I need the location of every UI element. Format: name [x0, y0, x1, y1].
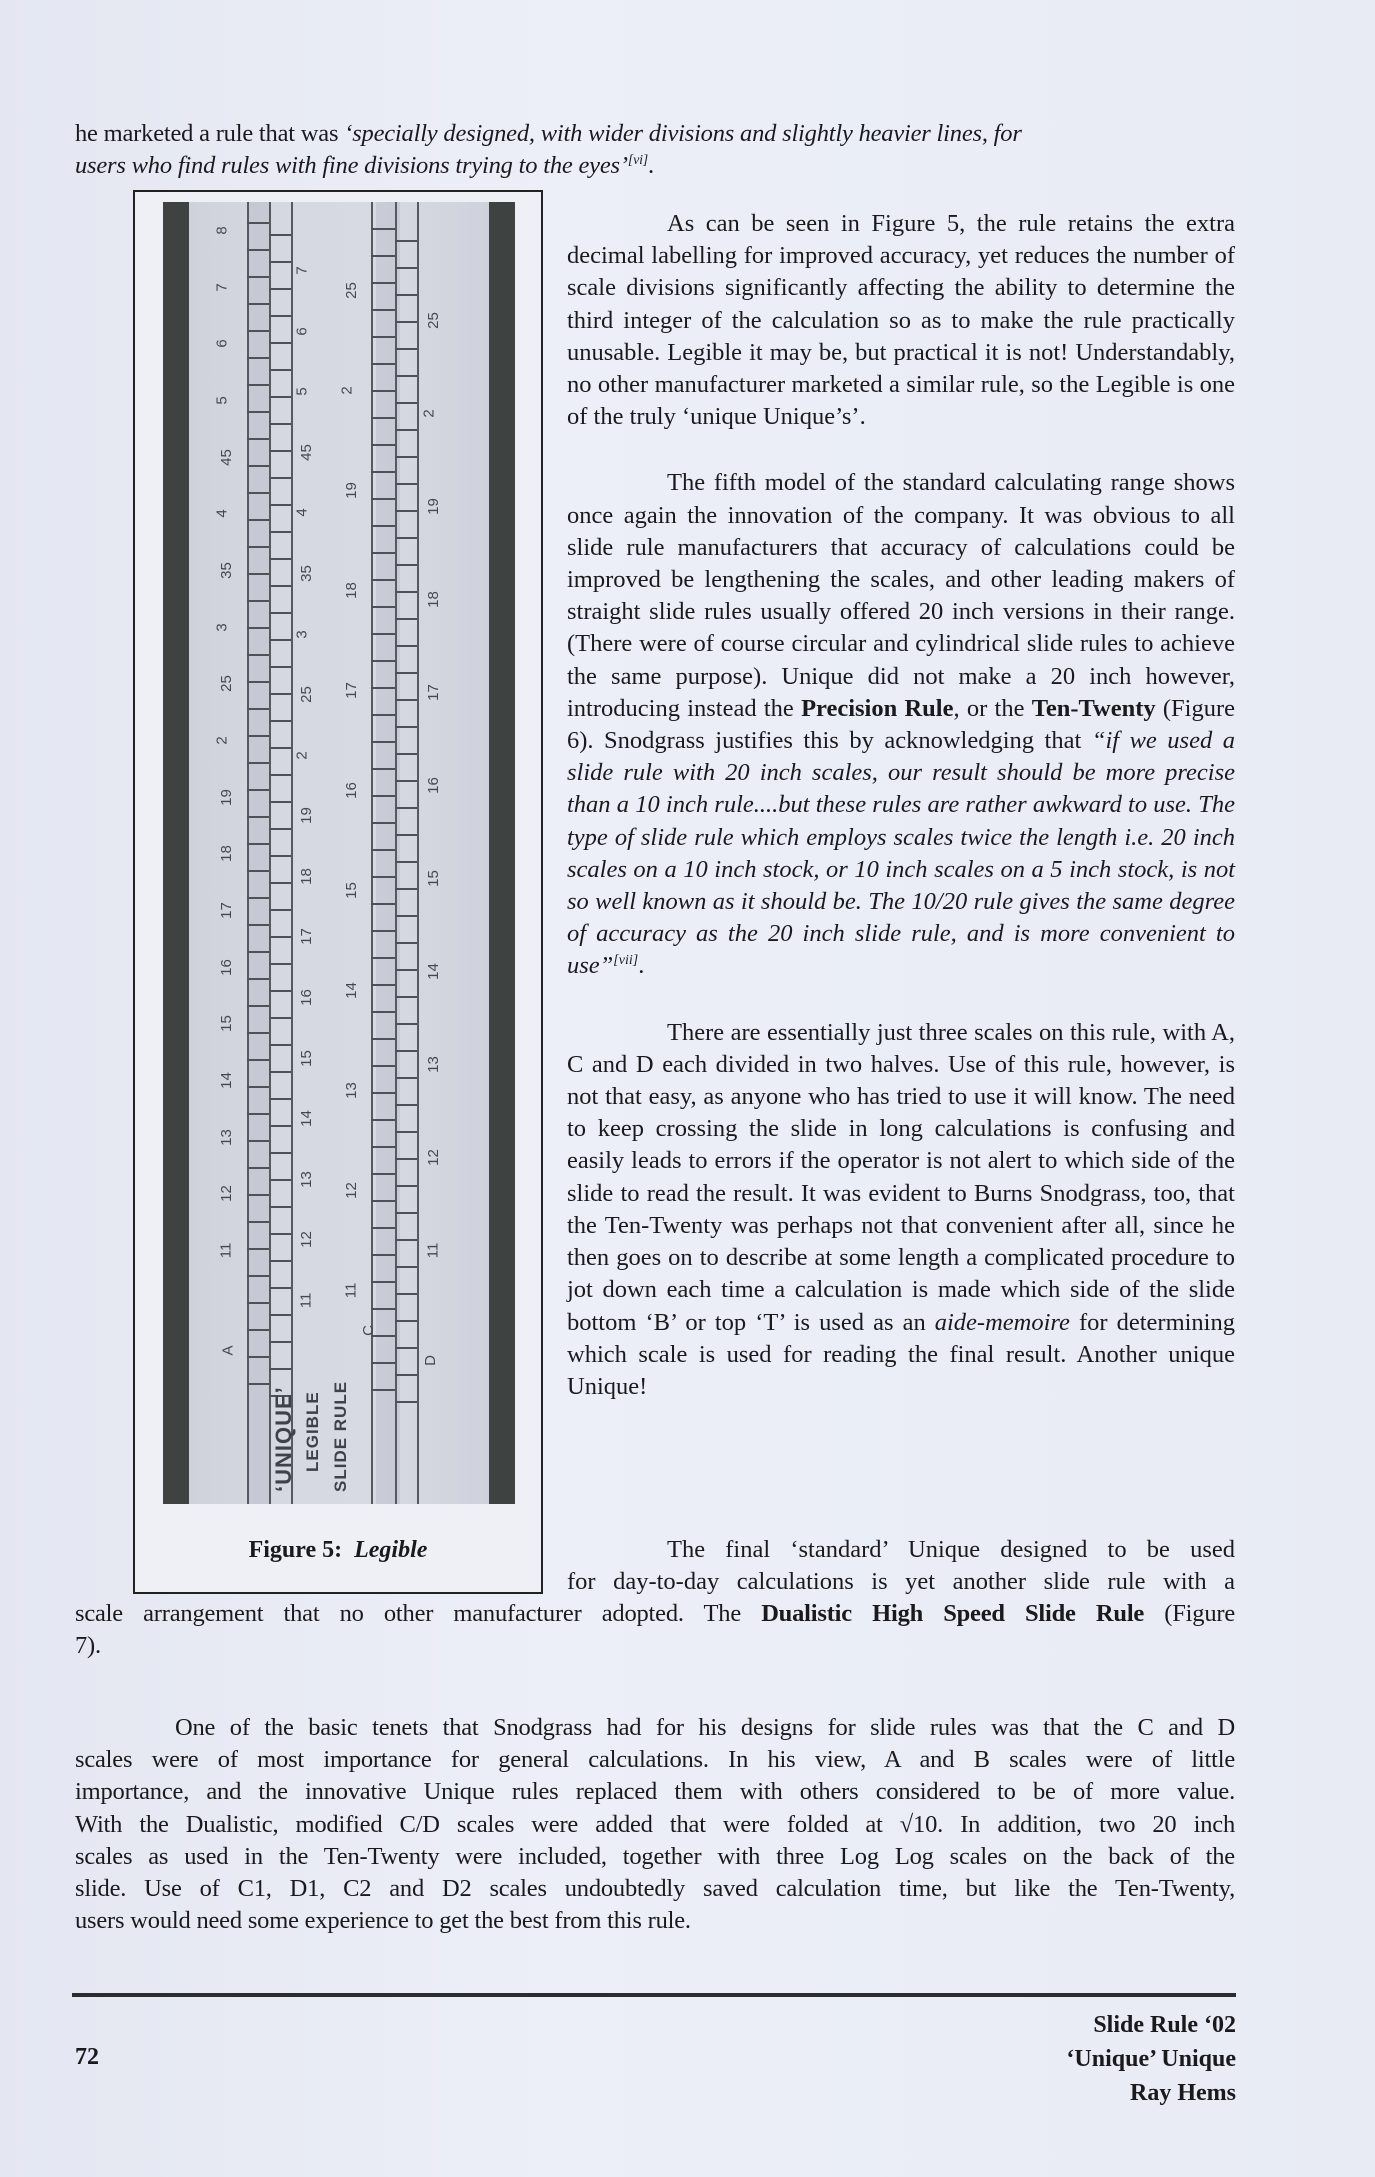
upper-tick	[247, 897, 269, 899]
dualistic-text-b: (Figure	[1144, 1600, 1235, 1627]
ten-twenty-text-c: (Figure 6). Snodgrass justifies this by acknowledging that	[567, 694, 1236, 755]
d-tick	[395, 726, 417, 728]
intro-paragraph	[75, 118, 1235, 182]
d-tick	[395, 807, 417, 809]
slide-tick	[269, 1314, 291, 1316]
slide-top-label: 17	[297, 928, 315, 946]
slide-bottom-label: 11	[342, 1282, 360, 1299]
upper-scale-label: 11	[217, 1242, 235, 1259]
d-tick	[395, 1347, 417, 1349]
slide-top-label: 3	[293, 629, 311, 639]
slide-bottom-label: 12	[342, 1182, 360, 1199]
slide-bottom-label: 17	[342, 682, 360, 699]
upper-tick	[247, 816, 269, 818]
d-tick	[395, 1320, 417, 1322]
lower-tick	[371, 1200, 395, 1202]
upper-tick	[247, 519, 269, 521]
upper-tick	[247, 492, 269, 494]
slide-tick	[269, 288, 291, 290]
dualistic-paragraph-end	[75, 1598, 1235, 1662]
d-tick	[395, 267, 417, 269]
upper-tick	[247, 654, 269, 656]
upper-tick	[247, 1086, 269, 1088]
ten-twenty-term: Ten-Twenty	[1031, 694, 1156, 722]
slide-tick	[269, 342, 291, 344]
slide-tick	[269, 963, 291, 965]
slide-top-edge	[291, 202, 293, 1504]
upper-scale-label: 17	[217, 902, 235, 919]
intro-quote-part-2: users who find rules with fine divisions trying to the eyes	[75, 152, 620, 180]
upper-scale-band	[247, 202, 269, 1504]
d-tick	[395, 915, 417, 917]
slide-tick	[269, 936, 291, 938]
upper-tick	[247, 1302, 269, 1304]
d-tick	[395, 1266, 417, 1268]
slide-tick	[269, 423, 291, 425]
upper-tick	[247, 1167, 269, 1169]
d-tick	[395, 483, 417, 485]
slide-top-label: 14	[297, 1110, 315, 1128]
upper-tick	[247, 546, 269, 548]
slide-bottom-label: 15	[342, 882, 360, 899]
upper-tick	[247, 1059, 269, 1061]
slide-tick	[269, 1125, 291, 1127]
tenets-line: With the Dualistic, modified C/D scales were added that were folded at √10. In addition, two 20 inch	[75, 1810, 1235, 1838]
upper-tick	[247, 843, 269, 845]
lower-tick	[371, 633, 395, 635]
upper-tick	[247, 762, 269, 764]
d-tick	[395, 294, 417, 296]
upper-tick	[247, 384, 269, 386]
dualistic-rule-term: Dualistic High Speed Slide Rule	[761, 1600, 1145, 1627]
slide-top-label: 5	[293, 387, 311, 396]
lower-tick	[371, 417, 395, 419]
d-tick	[395, 321, 417, 323]
slide-tick	[269, 666, 291, 668]
upper-scale-label: 2	[213, 736, 231, 745]
lower-tick	[371, 741, 395, 743]
slide-top-label: 13	[297, 1170, 315, 1188]
lower-tick	[371, 255, 395, 257]
upper-scale-label: 14	[217, 1072, 235, 1089]
tenets-line: users would need some experience to get the best from this rule.	[75, 1907, 691, 1935]
upper-tick	[247, 735, 269, 737]
d-tick	[395, 456, 417, 458]
slide-bottom-label: 25	[342, 282, 360, 299]
d-tick	[395, 780, 417, 782]
slide-bottom-label: 18	[342, 582, 360, 599]
lower-tick	[371, 795, 395, 797]
right-column-text	[567, 208, 1235, 1403]
d-tick	[395, 564, 417, 566]
slide-rule-photo	[163, 202, 515, 1504]
d-tick	[395, 888, 417, 890]
slide-bottom-label: 16	[342, 782, 360, 799]
three-scales-text-a: There are essentially just three scales on this rule, with A, C and D each divided in two halves. Use of this rule, however, is not that easy, as anyone who has tried to use it will know. The need to keep crossing the slide in long calculations is confusing and easily leads to errors if the operator is not alert to which side of the slide to read the result. It was evident to Burns Snodgrass, too, that the Ten-Twenty was perhaps not that convenient after all, since he then goes on to describe at some length a complicated procedure to jot down each time a calculation is made which side of the slide bottom ‘B’ or top ‘T’ is used as an	[567, 1018, 1235, 1336]
slide-tick	[269, 612, 291, 614]
upper-scale-label: 4	[213, 509, 231, 518]
upper-tick	[247, 249, 269, 251]
slide-bottom-label: 13	[342, 1082, 360, 1099]
lower-tick	[371, 1065, 395, 1067]
slide-tick	[269, 1260, 291, 1262]
lower-scale-label: 13	[424, 1056, 442, 1073]
upper-scale-label: 5	[213, 396, 231, 405]
d-tick	[395, 1185, 417, 1187]
d-tick	[395, 537, 417, 539]
intro-quote-part-1: ‘specially designed, with wider divisions and slightly heavier lines, for	[344, 120, 1022, 147]
ten-twenty-period: .	[638, 952, 645, 980]
slide-tick	[269, 720, 291, 722]
lower-tick	[371, 1308, 395, 1310]
lower-tick	[371, 1227, 395, 1229]
upper-tick	[247, 1194, 269, 1196]
lower-tick	[371, 1092, 395, 1094]
slide-bottom-label: 2	[338, 386, 356, 395]
figure-caption-title: Legible	[354, 1537, 428, 1563]
tenets-line: One of the basic tenets that Snodgrass had for his designs for slide rules was that the C and D	[175, 1714, 1235, 1741]
rule-type-label: SLIDE RULE	[331, 1380, 350, 1492]
slide-tick	[269, 234, 291, 236]
lower-tick	[371, 552, 395, 554]
d-tick	[395, 1239, 417, 1241]
d-tick	[395, 645, 417, 647]
upper-scale-label: 16	[217, 958, 235, 976]
d-tick	[395, 1077, 417, 1079]
footnote-ref-vi[interactable]: [vi]	[627, 153, 649, 169]
slide-tick	[269, 1179, 291, 1181]
footnote-ref-vii[interactable]: [vii]	[613, 953, 639, 969]
lower-tick	[371, 444, 395, 446]
d-tick	[395, 1401, 417, 1403]
footer-author: Ray Hems	[1130, 2080, 1236, 2106]
upper-scale-label: 12	[217, 1185, 235, 1203]
lower-tick	[371, 930, 395, 932]
upper-scale-label: 45	[217, 448, 235, 466]
upper-scale-label: 19	[217, 788, 235, 806]
rule-brand-label: ‘UNIQUE’	[271, 1386, 296, 1492]
upper-tick	[247, 1005, 269, 1007]
d-scale-line	[417, 202, 419, 1504]
slide-tick	[269, 747, 291, 749]
lower-tick	[371, 903, 395, 905]
slide-tick	[269, 585, 291, 587]
slide-tick	[269, 450, 291, 452]
d-tick	[395, 942, 417, 944]
upper-tick	[247, 465, 269, 467]
upper-tick	[247, 870, 269, 872]
tenets-line: scales were of most importance for general calculations. In his view, A and B scales were of little	[75, 1746, 1235, 1774]
d-tick	[395, 1374, 417, 1376]
d-tick	[395, 1023, 417, 1025]
upper-tick	[247, 1221, 269, 1223]
upper-tick	[247, 222, 269, 224]
slide-tick	[269, 1287, 291, 1289]
lower-tick	[371, 1038, 395, 1040]
tenets-line: slide. Use of C1, D1, C2 and D2 scales undoubtedly saved calculation time, but like the Ten-Twenty,	[75, 1875, 1235, 1903]
slide-tick	[269, 801, 291, 803]
slide-bottom-label: 14	[342, 982, 360, 999]
upper-tick	[247, 438, 269, 440]
figure-caption-label: Figure 5:	[248, 1537, 343, 1563]
slide-tick	[269, 909, 291, 911]
slide-top-label: 18	[297, 868, 315, 885]
upper-scale-label: 15	[217, 1015, 235, 1033]
dualistic-paragraph-start	[567, 1534, 1235, 1598]
lower-scale-label: 18	[424, 591, 442, 608]
lower-tick	[371, 309, 395, 311]
d-tick	[395, 510, 417, 512]
ten-twenty-text-a: The fifth model of the standard calculating range shows once again the innovation of the company. It was obvious to all slide rule manufacturers that accuracy of calculations could be improved be lengthening the scales, and other leading makers of straight slide rules usually offered 20 inch versions in their range. (There were of course circular and cylindrical slide rules to achieve the same purpose). Unique did not make a 20 inch however, introducing instead the	[567, 469, 1235, 722]
slide-top-label: 6	[293, 326, 311, 336]
lower-scale-label: 11	[424, 1242, 442, 1259]
lower-tick	[371, 606, 395, 608]
d-tick	[395, 591, 417, 593]
paragraph-three-scales	[567, 1017, 1235, 1403]
lower-tick	[371, 579, 395, 581]
slide-top-label: 12	[297, 1231, 315, 1249]
slide-top-label: 19	[297, 807, 315, 825]
d-tick	[395, 672, 417, 674]
lower-tick	[371, 363, 395, 365]
d-tick	[395, 240, 417, 242]
footer-publication: Slide Rule ‘02	[1093, 2012, 1236, 2038]
figure-5	[133, 190, 543, 1594]
lower-scale-label: 12	[424, 1149, 442, 1166]
slide-tick	[269, 828, 291, 830]
slide-tick	[269, 990, 291, 992]
slide-tick	[269, 369, 291, 371]
scale-letter-d: D	[421, 1355, 439, 1366]
upper-tick	[247, 1140, 269, 1142]
lower-tick	[371, 1362, 395, 1364]
lower-tick	[371, 984, 395, 986]
slide-tick	[269, 1206, 291, 1208]
scale-letter-c: C	[359, 1325, 377, 1336]
rule-left-edge	[163, 202, 189, 1504]
slide-tick	[269, 315, 291, 317]
slide-top-label: 45	[297, 443, 315, 461]
lower-tick	[371, 660, 395, 662]
dualistic-line-4: 7).	[75, 1632, 101, 1660]
d-tick	[395, 1293, 417, 1295]
intro-plain-text: he marketed a rule that was	[75, 120, 345, 147]
lower-tick	[371, 471, 395, 473]
rule-model-label: LEGIBLE	[303, 1391, 322, 1472]
d-tick	[395, 969, 417, 971]
d-tick	[395, 429, 417, 431]
upper-tick	[247, 1356, 269, 1358]
slide-lower-line	[395, 202, 397, 1504]
d-tick	[395, 699, 417, 701]
upper-scale-label: 8	[213, 226, 231, 235]
slide-tick	[269, 1233, 291, 1235]
dualistic-line-3	[75, 1598, 1235, 1630]
slide-top-label: 25	[297, 686, 315, 703]
slide-top-label: 7	[293, 266, 311, 275]
lower-scale-label: 14	[424, 963, 442, 980]
upper-tick	[247, 951, 269, 953]
intro-line-2	[75, 150, 1235, 182]
d-tick	[395, 402, 417, 404]
intro-line-1	[75, 118, 1235, 150]
lower-scale-label: 15	[424, 870, 442, 887]
upper-tick	[247, 411, 269, 413]
slide-tick	[269, 1017, 291, 1019]
snodgrass-quote: “if we used a slide rule with 20 inch scales, our result should be more precise than a 10 inch rule....but these rules are rather awkward to use. The type of slide rule which employs scales twice the length i.e. 20 inch scales on a 10 inch stock, or 10 inch scales on a 5 inch stock, is not so well known as it should be. The 10/20 rule gives the same degree of accuracy as the 20 inch slide rule, and is more convenient to use”	[567, 727, 1235, 980]
a-scale-line	[247, 202, 249, 1504]
tenets-line: scales as used in the Ten-Twenty were included, together with three Log Log scales on the back of the	[75, 1842, 1235, 1870]
upper-tick	[247, 1275, 269, 1277]
d-tick	[395, 996, 417, 998]
upper-scale-label: 35	[217, 562, 235, 579]
slide-top-label: 2	[293, 751, 311, 760]
lower-tick	[371, 714, 395, 716]
upper-scale-label: 13	[217, 1128, 235, 1146]
upper-tick	[247, 708, 269, 710]
upper-scale-label: 18	[217, 845, 235, 863]
lower-tick	[371, 1389, 395, 1391]
upper-tick	[247, 357, 269, 359]
d-tick	[395, 1212, 417, 1214]
slide-top-label: 16	[297, 989, 315, 1006]
upper-scale-label: 7	[213, 282, 231, 292]
d-tick	[395, 834, 417, 836]
lower-tick	[371, 1146, 395, 1148]
slide-tick	[269, 504, 291, 506]
slide-tick	[269, 693, 291, 695]
slide-tick	[269, 531, 291, 533]
upper-scale-label: 25	[217, 675, 235, 693]
upper-tick	[247, 600, 269, 602]
upper-tick	[247, 627, 269, 629]
slide-top-label: 35	[297, 565, 315, 582]
d-tick	[395, 348, 417, 350]
slide-top-label: 4	[293, 508, 311, 518]
upper-scale-label: 3	[213, 622, 231, 632]
intro-period: .	[648, 152, 654, 180]
lower-scale-label: 17	[424, 684, 442, 701]
upper-tick	[247, 276, 269, 278]
upper-tick	[247, 789, 269, 791]
slide-tick	[269, 558, 291, 560]
lower-tick	[371, 957, 395, 959]
lower-tick	[371, 228, 395, 230]
upper-tick	[247, 303, 269, 305]
slide-tick	[269, 477, 291, 479]
lower-scale-label: 25	[424, 312, 442, 329]
lower-tick	[371, 1254, 395, 1256]
lower-tick	[371, 1011, 395, 1013]
figure-caption	[135, 1537, 541, 1564]
slide-tick	[269, 261, 291, 263]
lower-tick	[371, 1173, 395, 1175]
lower-tick	[371, 1119, 395, 1121]
upper-tick	[247, 1113, 269, 1115]
paragraph-legible: As can be seen in Figure 5, the rule retains the extra decimal labelling for improved accuracy, yet reduces the number of scale divisions significantly affecting the ability to determine the third integer of the calculation so as to make the rule practically unusable. Legible it may be, but practical it is not! Understandably, no other manufacturer marketed a similar rule, so the Legible is one of the truly ‘unique Unique’s’.	[567, 210, 1235, 431]
ten-twenty-text-b: , or the	[953, 694, 1032, 722]
d-tick	[395, 1131, 417, 1133]
slide-tick	[269, 855, 291, 857]
upper-tick	[247, 681, 269, 683]
lower-scale-label: 19	[424, 498, 442, 515]
slide-tick	[269, 882, 291, 884]
upper-tick	[247, 573, 269, 575]
upper-scale-label: 6	[213, 339, 231, 348]
upper-tick	[247, 1032, 269, 1034]
dualistic-text-a: scale arrangement that no other manufacturer adopted. The	[75, 1600, 762, 1627]
d-tick	[395, 375, 417, 377]
upper-tick	[247, 1383, 269, 1385]
upper-tick	[247, 1329, 269, 1331]
slide-top-label: 15	[297, 1049, 315, 1067]
slide-tick	[269, 1044, 291, 1046]
slide-bottom-label: 19	[342, 482, 360, 499]
slide-tick	[269, 396, 291, 398]
slide-tick	[269, 639, 291, 641]
rule-right-edge	[489, 202, 515, 1504]
footer-divider	[72, 1993, 1236, 1997]
upper-tick	[247, 924, 269, 926]
lower-tick	[371, 1281, 395, 1283]
d-tick	[395, 1104, 417, 1106]
paragraph-basic-tenets	[75, 1712, 1235, 1937]
scale-letter-a: A	[219, 1345, 237, 1356]
page-number: 72	[75, 2044, 99, 2070]
lower-tick	[371, 390, 395, 392]
lower-tick	[371, 282, 395, 284]
three-scales-text-b: for determining which scale is used for reading the final result. Another unique Unique!	[567, 1308, 1235, 1400]
slide-tick	[269, 1368, 291, 1370]
d-tick	[395, 1050, 417, 1052]
dualistic-line-2: for day-to-day calculations is yet another slide rule with a	[567, 1568, 1235, 1596]
upper-tick	[247, 1248, 269, 1250]
lower-tick	[371, 336, 395, 338]
d-tick	[395, 753, 417, 755]
lower-tick	[371, 822, 395, 824]
aide-memoire-term: aide-memoire	[934, 1308, 1070, 1336]
slide-tick	[269, 1341, 291, 1343]
lower-tick	[371, 768, 395, 770]
lower-tick	[371, 849, 395, 851]
lower-tick	[371, 498, 395, 500]
lower-tick	[371, 525, 395, 527]
d-tick	[395, 861, 417, 863]
lower-tick	[371, 876, 395, 878]
slide-top-label: 11	[297, 1292, 315, 1309]
lower-scale-label: 16	[424, 777, 442, 794]
running-footer	[1066, 2008, 1236, 2110]
paragraph-ten-twenty	[567, 467, 1235, 982]
slide-tick	[269, 1152, 291, 1154]
upper-tick	[247, 330, 269, 332]
slide-tick	[269, 774, 291, 776]
upper-tick	[247, 978, 269, 980]
lower-tick	[371, 687, 395, 689]
d-tick	[395, 1158, 417, 1160]
slide-tick	[269, 1098, 291, 1100]
dualistic-line-1: The final ‘standard’ Unique designed to be used	[667, 1536, 1235, 1563]
intro-quote-close: ’	[619, 152, 628, 180]
tenets-line: importance, and the innovative Unique rules replaced them with others considered to be of more value.	[75, 1778, 1235, 1806]
slide-tick	[269, 1071, 291, 1073]
precision-rule-term: Precision Rule	[801, 694, 954, 722]
d-tick	[395, 618, 417, 620]
footer-article-title: ‘Unique’ Unique	[1066, 2046, 1236, 2072]
lower-scale-label: 2	[420, 409, 438, 418]
